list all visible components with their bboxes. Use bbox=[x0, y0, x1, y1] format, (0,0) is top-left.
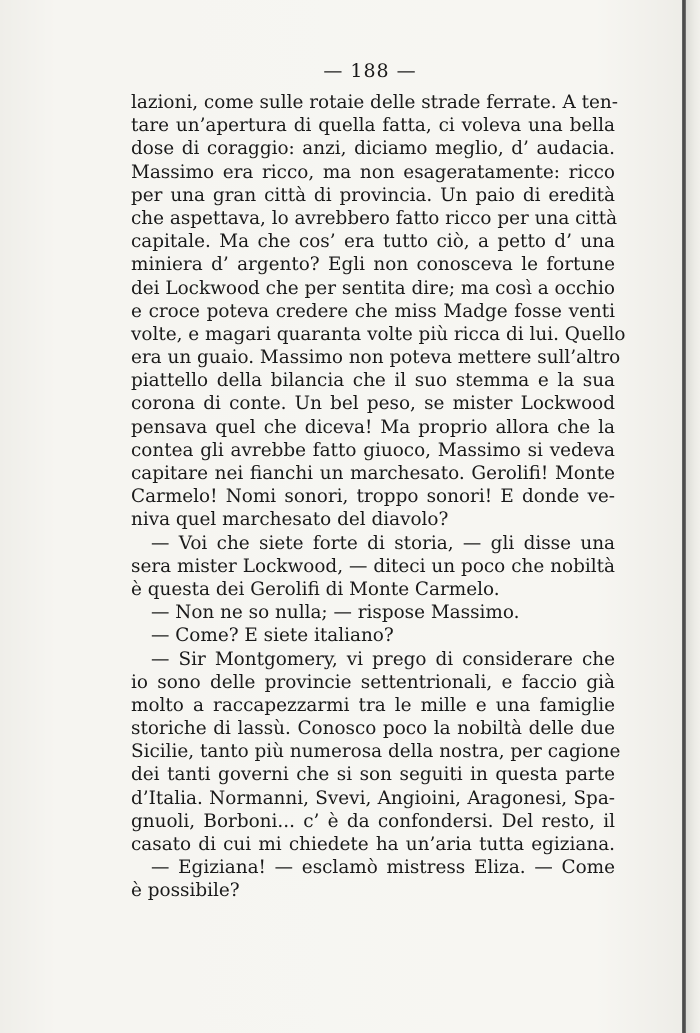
text-line: tare un’apertura di quella fatta, ci voleva una bella bbox=[131, 115, 615, 137]
text-line: per una gran città di provincia. Un paio di eredità bbox=[131, 184, 615, 206]
binding-edge-line bbox=[682, 0, 686, 1033]
text-line: Sicilie, tanto più numerosa della nostra, per cagione bbox=[131, 741, 621, 763]
text-line: casato di cui mi chiedete ha un’aria tutta egiziana. bbox=[131, 834, 615, 855]
text-line: — Come? E siete italiano? bbox=[151, 625, 394, 647]
text-line: dose di coraggio: anzi, diciamo meglio, d’ audacia. bbox=[131, 138, 615, 160]
text-line: corona di conte. Un bel peso, se mister Lockwood bbox=[131, 393, 615, 415]
text-line: lazioni, come sulle rotaie delle strade ferrate. A ten- bbox=[131, 92, 618, 113]
text-line: d’Italia. Normanni, Svevi, Angioini, Aragonesi, Spa- bbox=[131, 787, 615, 809]
text-line: dei Lockwood che per sentita dire; ma così a occhio bbox=[131, 277, 615, 299]
text-line: è possibile? bbox=[131, 880, 240, 902]
text-line: Carmelo! Nomi sonori, troppo sonori! E donde ve- bbox=[131, 486, 615, 508]
text-line: — Sir Montgomery, vi prego di considerare che bbox=[151, 648, 615, 670]
text-line: che aspettava, lo avrebbero fatto ricco per una città bbox=[131, 207, 618, 229]
text-line: pensava quel che diceva! Ma proprio allora che la bbox=[131, 416, 615, 438]
text-line: storiche di lassù. Conosco poco la nobiltà delle due bbox=[131, 718, 615, 740]
text-line: capitare nei fianchi un marchesato. Gerolifi! Monte bbox=[131, 463, 615, 484]
text-line: miniera d’ argento? Egli non conosceva le fortune bbox=[131, 254, 615, 276]
text-line: — Voi che siete forte di storia, — gli disse una bbox=[151, 532, 615, 554]
text-line: era un guaio. Massimo non poteva mettere sull’altro bbox=[131, 347, 621, 369]
text-line: — Non ne so nulla; — rispose Massimo. bbox=[151, 602, 520, 624]
page-edge-shadow bbox=[686, 0, 700, 1033]
text-line: volte, e magari quaranta volte più ricca di lui. Quello bbox=[131, 323, 626, 345]
text-line: e croce poteva credere che miss Madge fosse venti bbox=[131, 300, 615, 322]
text-line: molto a raccapezzarmi tra le mille e una famiglie bbox=[131, 694, 615, 716]
text-line: Massimo era ricco, ma non esageratamente: ricco bbox=[131, 161, 615, 183]
page-number: — 188 — bbox=[323, 60, 417, 82]
text-line: — Egiziana! — esclamò mistress Eliza. — Come bbox=[151, 857, 615, 879]
text-line: piattello della bilancia che il suo stemma e la sua bbox=[131, 370, 615, 392]
text-line: capitale. Ma che cos’ era tutto ciò, a petto d’ una bbox=[131, 231, 615, 253]
text-line: è questa dei Gerolifi di Monte Carmelo. bbox=[131, 578, 500, 600]
text-line: io sono delle provincie settentrionali, e faccio già bbox=[131, 671, 615, 693]
text-line: gnuoli, Borboni... c’ è da confondersi. Del resto, il bbox=[131, 810, 615, 832]
text-line: contea gli avrebbe fatto giuoco, Massimo si vedeva bbox=[131, 439, 615, 461]
text-line: sera mister Lockwood, — diteci un poco che nobiltà bbox=[131, 555, 615, 577]
text-line: dei tanti governi che si son seguiti in questa parte bbox=[131, 764, 615, 786]
body-text bbox=[131, 91, 626, 903]
text-line: niva quel marchesato del diavolo? bbox=[131, 509, 449, 531]
